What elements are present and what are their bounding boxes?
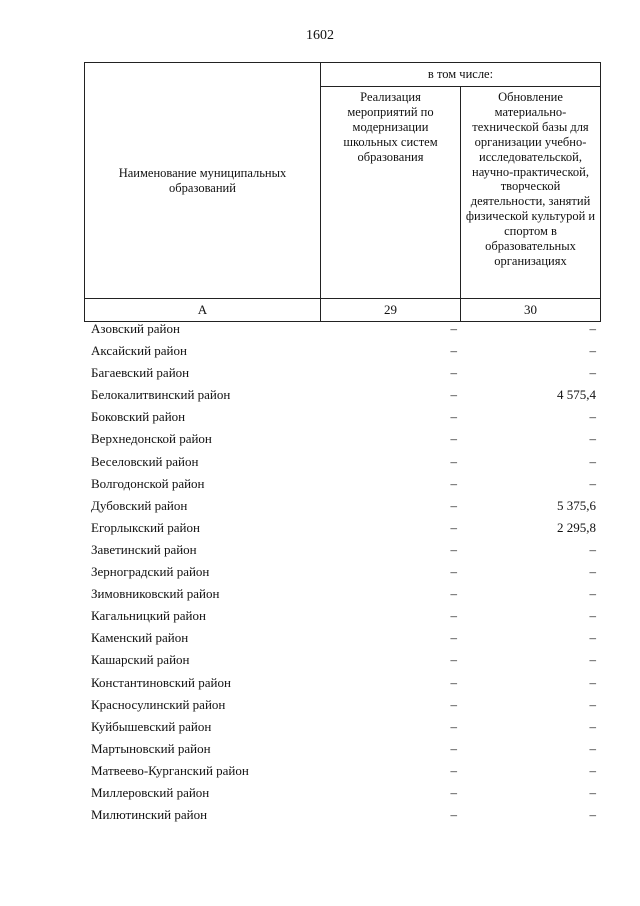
value-col-29: –: [450, 453, 457, 469]
index-cell-29: 29: [321, 299, 461, 322]
table-row: [91, 473, 601, 495]
table-row: [91, 716, 601, 738]
municipality-name: Зерноградский район: [91, 564, 210, 580]
value-col-30: –: [589, 365, 596, 381]
value-col-30: –: [589, 321, 596, 336]
value-col-30: –: [589, 431, 596, 447]
table-row: [91, 406, 601, 428]
column-header-29: Реализация мероприятий по модернизации школьных систем образования: [321, 87, 461, 299]
value-col-29: –: [450, 652, 457, 668]
value-col-30: –: [589, 564, 596, 580]
value-col-29: –: [450, 740, 457, 756]
table-row: [91, 605, 601, 627]
table-row: [91, 738, 601, 760]
table-row: [91, 539, 601, 561]
table-row: [91, 495, 601, 517]
municipality-name: Егорлыкский район: [91, 519, 200, 535]
value-col-29: –: [450, 718, 457, 734]
value-col-30: –: [589, 784, 596, 800]
value-col-30: 5 375,6: [557, 497, 596, 513]
municipality-name: Верхнедонской район: [91, 431, 212, 447]
value-col-29: –: [450, 630, 457, 646]
column-group-header: в том числе:: [321, 63, 601, 87]
value-col-29: –: [450, 586, 457, 602]
value-col-29: –: [450, 784, 457, 800]
table-row: [91, 804, 601, 826]
value-col-30: –: [589, 674, 596, 690]
index-cell-30: 30: [461, 299, 601, 322]
municipality-name: Константиновский район: [91, 674, 231, 690]
value-col-30: –: [589, 718, 596, 734]
value-col-30: –: [589, 343, 596, 359]
table-row: [91, 627, 601, 649]
municipality-name: Аксайский район: [91, 343, 187, 359]
municipality-name: Мартыновский район: [91, 740, 211, 756]
value-col-29: –: [450, 807, 457, 823]
municipality-name: Красносулинский район: [91, 696, 226, 712]
table-body: [91, 318, 601, 826]
table-row: [91, 362, 601, 384]
value-col-29: –: [450, 608, 457, 624]
municipality-name: Матвеево-Курганский район: [91, 762, 249, 778]
value-col-30: 2 295,8: [557, 519, 596, 535]
value-col-30: –: [589, 608, 596, 624]
table-row: [91, 760, 601, 782]
value-col-29: –: [450, 674, 457, 690]
value-col-29: –: [450, 365, 457, 381]
table-row: [91, 384, 601, 406]
table-row: [91, 649, 601, 671]
value-col-30: –: [589, 652, 596, 668]
value-col-29: –: [450, 321, 457, 336]
value-col-29: –: [450, 541, 457, 557]
value-col-29: –: [450, 343, 457, 359]
value-col-30: –: [589, 740, 596, 756]
table-row: [91, 561, 601, 583]
municipality-name: Миллеровский район: [91, 784, 210, 800]
municipality-name: Багаевский район: [91, 365, 190, 381]
table-row: [91, 583, 601, 605]
municipality-name: Белокалитвинский район: [91, 387, 231, 403]
value-col-30: –: [589, 696, 596, 712]
value-col-29: –: [450, 475, 457, 491]
value-col-30: –: [589, 453, 596, 469]
value-col-30: –: [589, 586, 596, 602]
value-col-30: –: [589, 762, 596, 778]
municipality-name: Заветинский район: [91, 541, 197, 557]
municipality-name: Кагальницкий район: [91, 608, 206, 624]
value-col-29: –: [450, 762, 457, 778]
value-col-29: –: [450, 519, 457, 535]
table-row: [91, 451, 601, 473]
municipality-name: Волгодонской район: [91, 475, 205, 491]
municipality-name: Веселовский район: [91, 453, 199, 469]
value-col-29: –: [450, 431, 457, 447]
municipality-name: Дубовский район: [91, 497, 188, 513]
value-col-30: –: [589, 630, 596, 646]
value-col-29: –: [450, 696, 457, 712]
value-col-30: –: [589, 541, 596, 557]
municipality-name: Азовский район: [91, 321, 180, 336]
municipality-name: Кашарский район: [91, 652, 190, 668]
value-col-30: 4 575,4: [557, 387, 596, 403]
municipality-name: Боковский район: [91, 409, 186, 425]
index-cell-a: А: [85, 299, 321, 322]
table-row: [91, 672, 601, 694]
value-col-29: –: [450, 387, 457, 403]
table-row: [91, 782, 601, 804]
municipality-name: Милютинский район: [91, 807, 208, 823]
table-row: [91, 428, 601, 450]
table-row: [91, 694, 601, 716]
municipality-name: Куйбышевский район: [91, 718, 212, 734]
value-col-30: –: [589, 475, 596, 491]
value-col-29: –: [450, 497, 457, 513]
municipality-name: Каменский район: [91, 630, 189, 646]
column-header-municipality: Наименование муниципальных образований: [85, 63, 321, 299]
page-number: 1602: [306, 28, 334, 43]
table-header: [84, 62, 601, 322]
table-row: [91, 318, 601, 340]
value-col-29: –: [450, 564, 457, 580]
table-row: [91, 517, 601, 539]
column-header-30: Обновление материально-технической базы для организации учебно-исследовательской, научно-практической, творческой деятельности, занятий физической культурой и спортом в образовательных организациях: [461, 87, 601, 299]
value-col-29: –: [450, 409, 457, 425]
municipality-name: Зимовниковский район: [91, 586, 220, 602]
value-col-30: –: [589, 409, 596, 425]
value-col-30: –: [589, 807, 596, 823]
table-row: [91, 340, 601, 362]
